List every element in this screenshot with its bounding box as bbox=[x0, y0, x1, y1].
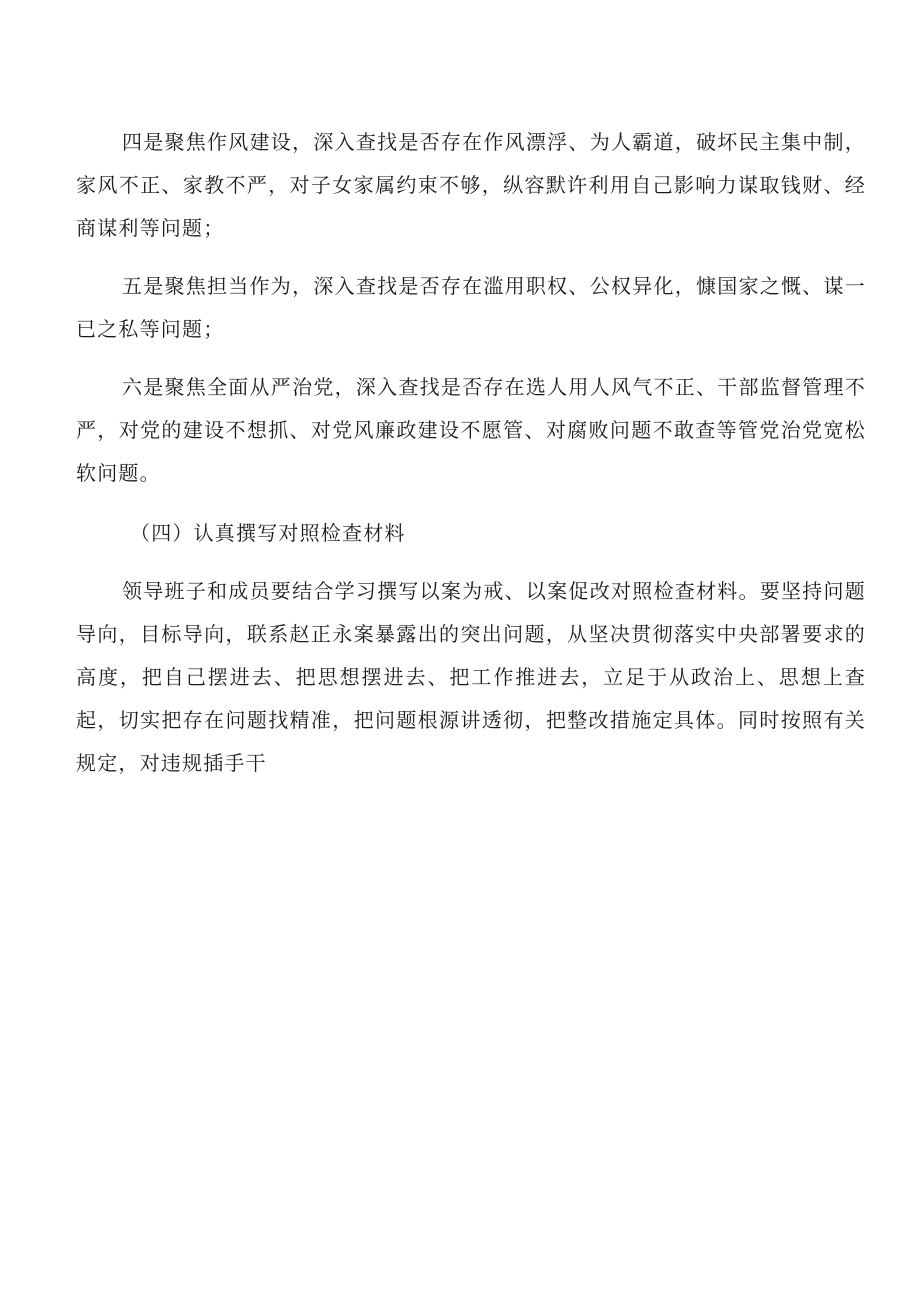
paragraph-style-rectification: 四是聚焦作风建设，深入查找是否存在作风漂浮、为人霸道，破坏民主集中制，家风不正、家教不严，对子女家属约束不够，纵容默许利用自己影响力谋取钱财、经商谋利等问题； bbox=[76, 130, 866, 240]
paragraph-responsibility: 五是聚焦担当作为，深入查找是否存在滥用职权、公权异化，慷国家之慨、谋一已之私等问题； bbox=[76, 274, 866, 341]
section-heading: （四）认真撰写对照检查材料 bbox=[130, 521, 406, 545]
paragraph-review-materials: 领导班子和成员要结合学习撰写以案为戒、以案促改对照检查材料。要坚持问题导向，目标导向，联系赵正永案暴露出的突出问题，从坚决贯彻落实中央部署要求的高度，把自己摆进去、把思想摆进去、把工作推进去，立足于从政治上、思想上查起，切实把存在问题找精准，把问题根源讲透彻，把整改措施定具体。同时按照有关规定，对违规插手干 bbox=[76, 579, 866, 775]
paragraph-party-governance: 六是聚焦全面从严治党，深入查找是否存在选人用人风气不正、干部监督管理不严，对党的建设不想抓、对党风廉政建设不愿管、对腐败问题不敢查等管党治党宽松软问题。 bbox=[76, 375, 866, 485]
